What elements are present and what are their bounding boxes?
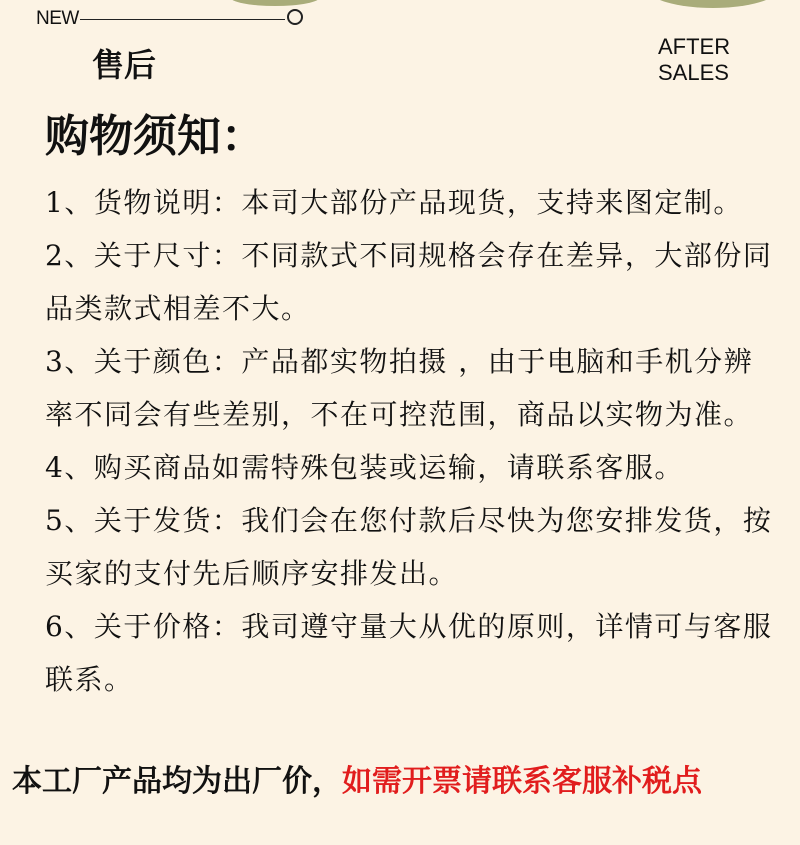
footer-highlight-text: 如需开票请联系客服补税点	[342, 764, 702, 799]
note-item: 5、关于发货：我们会在您付款后尽快为您安排发货，按买家的支付先后顺序安排发出。	[45, 504, 773, 590]
note-item: 3、关于颜色：产品都实物拍摄 ，由于电脑和手机分辨率不同会有些差别，不在可控范围，商品以实物为准。	[45, 345, 754, 431]
new-label: NEW	[36, 8, 79, 29]
section-title-cn: 售后	[92, 46, 157, 84]
circle-icon	[287, 9, 303, 25]
decorative-blob-right	[648, 0, 778, 8]
note-item: 6、关于价格：我司遵守量大从优的原则，详情可与客服联系。	[45, 610, 773, 696]
page-title: 购物须知：	[45, 111, 265, 162]
notes-list	[45, 176, 775, 706]
footer-notice	[12, 756, 702, 800]
section-title-en-line2: SALES	[658, 60, 729, 85]
section-title-en	[658, 34, 730, 86]
note-item: 1、货物说明：本司大部份产品现货，支持来图定制。	[45, 186, 743, 219]
note-item: 4、购买商品如需特殊包装或运输，请联系客服。	[45, 451, 684, 484]
section-title-en-line1: AFTER	[658, 34, 731, 59]
decorative-blob-top	[230, 0, 320, 6]
footer-text: 本工厂产品均为出厂价，	[12, 764, 342, 799]
header-divider-line	[80, 19, 285, 20]
note-item: 2、关于尺寸：不同款式不同规格会存在差异，大部份同品类款式相差不大。	[45, 239, 773, 325]
